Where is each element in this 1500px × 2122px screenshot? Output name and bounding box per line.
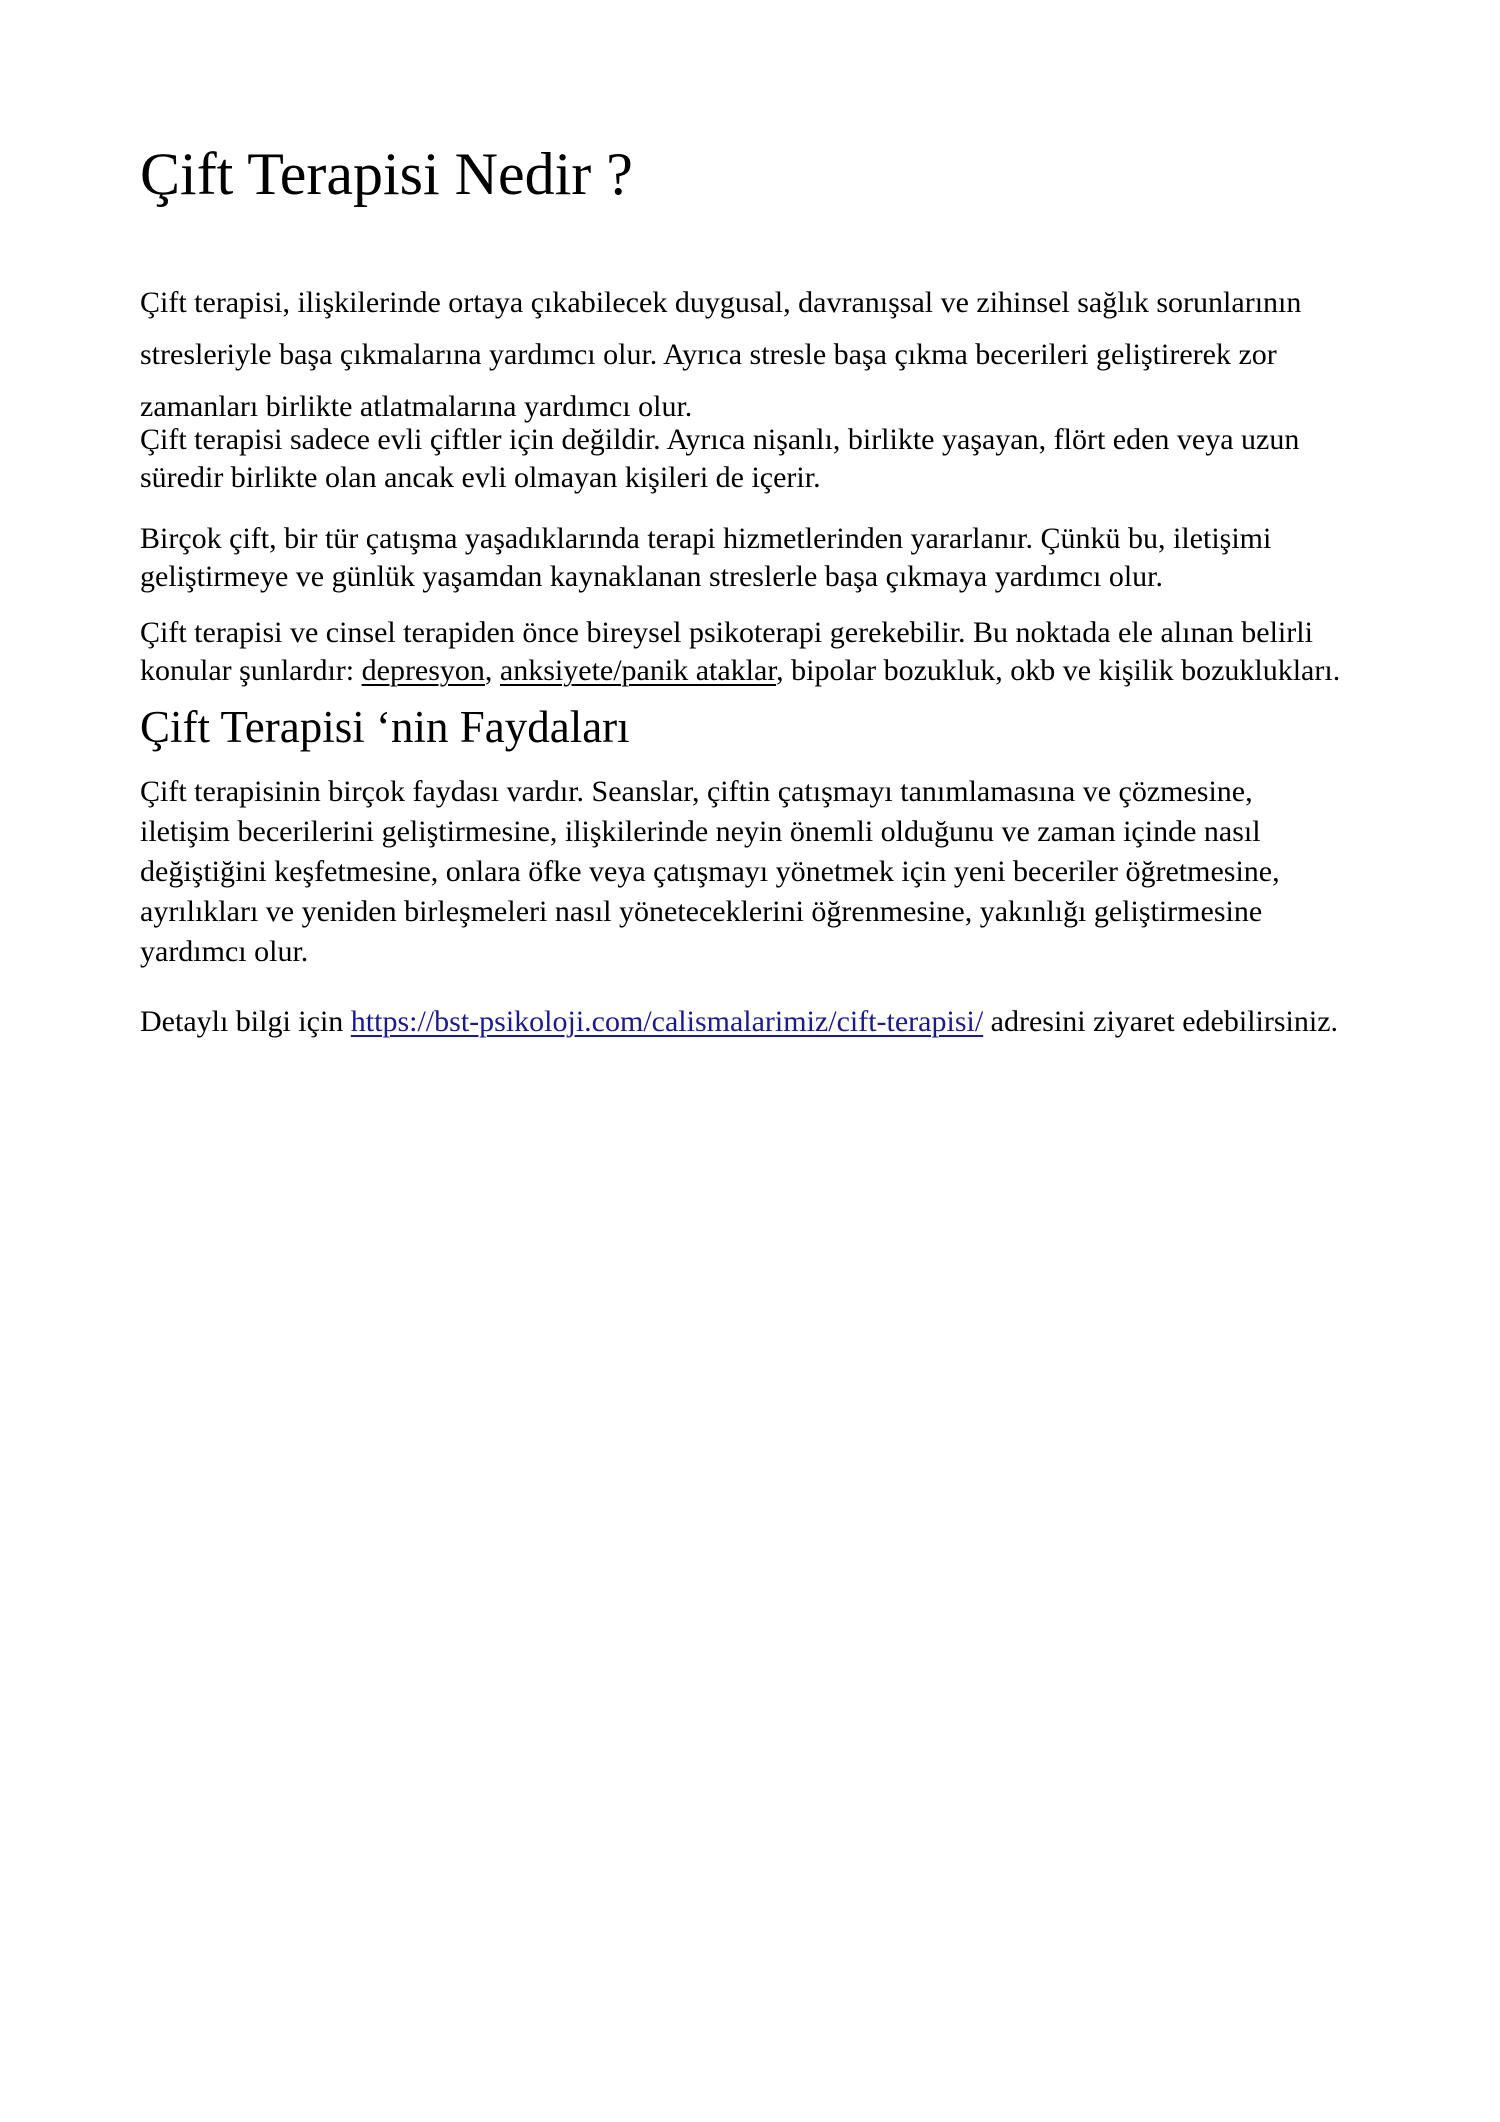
more-info-text: adresini ziyaret edebilirsiniz.: [983, 1005, 1339, 1038]
paragraph-intro-line: stresleriyle başa çıkmalarına yardımcı olur. Ayrıca stresle başa çıkma becerileri geliştirerek zor: [140, 338, 1277, 371]
paragraph-more-info: [140, 1002, 1400, 1042]
paragraph-not-only-married: [140, 421, 1400, 497]
page-title: Çift Terapisi Nedir ?: [140, 141, 633, 207]
benefits-heading: Çift Terapisi ‘nin Faydaları: [140, 702, 630, 752]
individual-therapy-text: konular şunlardır:: [140, 654, 362, 687]
paragraph-benefits-line: iletişim becerilerini geliştirmesine, ilişkilerinde neyin önemli olduğunu ve zaman içinde nasıl: [140, 815, 1261, 848]
paragraph-not-only-married-line: Çift terapisi sadece evli çiftler için değildir. Ayrıca nişanlı, birlikte yaşayan, flört eden veya uzun: [140, 423, 1300, 456]
link-depresyon[interactable]: depresyon: [361, 654, 485, 687]
link-anksiyete-panik-ataklar[interactable]: anksiyete/panik ataklar: [499, 654, 777, 687]
paragraph-individual-therapy-line: Çift terapisi ve cinsel terapiden önce bireysel psikoterapi gerekebilir. Bu noktada ele alınan belirli: [140, 616, 1313, 649]
paragraph-intro: [140, 277, 1400, 433]
paragraph-conflict-line: geliştirmeye ve günlük yaşamdan kaynaklanan streslerle başa çıkmaya yardımcı olur.: [140, 560, 1163, 593]
individual-therapy-text: , bipolar bozukluk, okb ve kişilik bozuklukları.: [776, 654, 1341, 687]
paragraph-intro-line: zamanları birlikte atlatmalarına yardımcı olur.: [140, 390, 693, 423]
individual-therapy-separator: ,: [484, 654, 500, 687]
paragraph-benefits-line: Çift terapisinin birçok faydası vardır. Seanslar, çiftin çatışmayı tanımlamasına ve çözmesine,: [140, 775, 1253, 808]
paragraph-intro-line: Çift terapisi, ilişkilerinde ortaya çıkabilecek duygusal, davranışsal ve zihinsel sağlık sorunlarının: [140, 286, 1302, 319]
paragraph-conflict-line: Birçok çift, bir tür çatışma yaşadıklarında terapi hizmetlerinden yararlanır. Çünkü bu, iletişimi: [140, 522, 1272, 555]
paragraph-benefits-line: yardımcı olur.: [140, 935, 309, 968]
paragraph-conflict: [140, 520, 1400, 596]
paragraph-not-only-married-line: süredir birlikte olan ancak evli olmayan kişileri de içerir.: [140, 461, 821, 494]
link-cift-terapisi-url[interactable]: https://bst-psikoloji.com/calismalarimiz/cift-terapisi/: [350, 1005, 984, 1038]
paragraph-individual-therapy-line: [140, 652, 1400, 690]
paragraph-more-info-line: [140, 1002, 1400, 1042]
paragraph-benefits: [140, 772, 1400, 972]
more-info-text: Detaylı bilgi için: [140, 1005, 351, 1038]
paragraph-benefits-line: ayrılıkları ve yeniden birleşmeleri nasıl yöneteceklerini öğrenmesine, yakınlığı geliştirmesine: [140, 895, 1263, 928]
paragraph-benefits-line: değiştiğini keşfetmesine, onlara öfke veya çatışmayı yönetmek için yeni beceriler öğretmesine,: [140, 855, 1280, 888]
document-page: [0, 140, 1500, 2122]
paragraph-individual-therapy: [140, 614, 1400, 690]
